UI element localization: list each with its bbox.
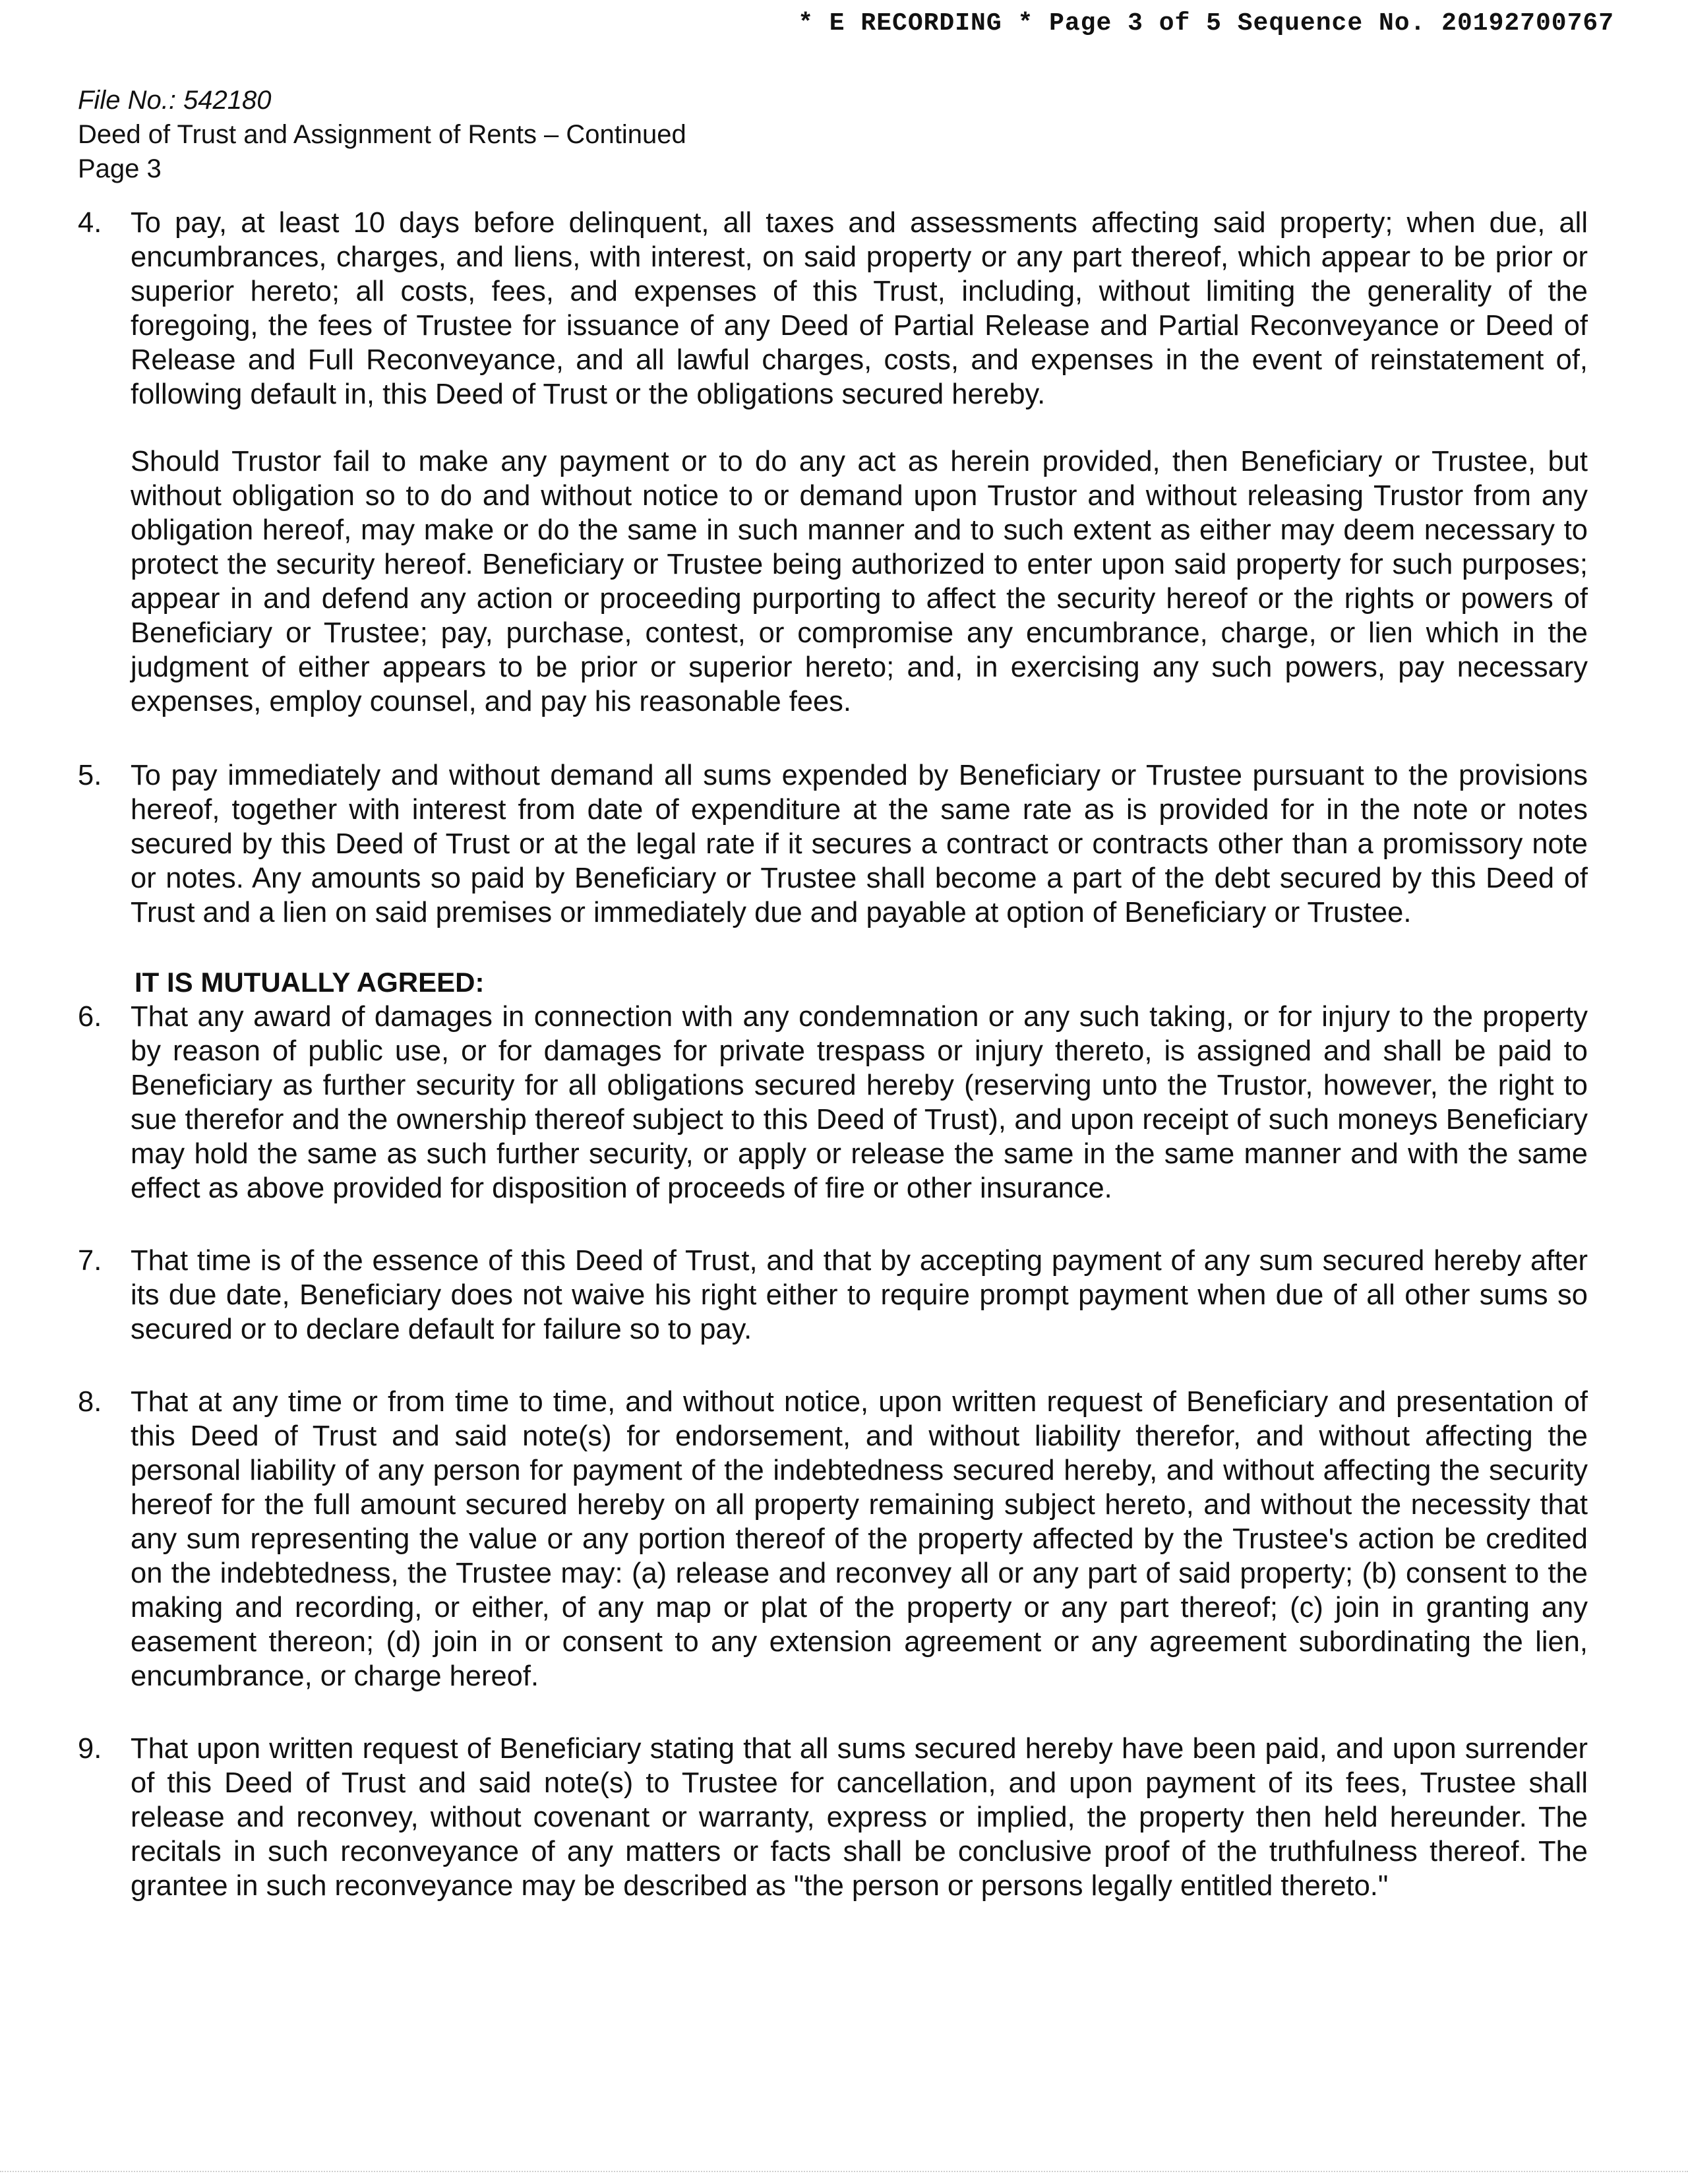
clause-number: 6. — [78, 1001, 102, 1033]
file-number: File No.: 542180 — [78, 86, 272, 115]
document-title: Deed of Trust and Assignment of Rents – Continued — [78, 120, 686, 149]
document-body — [78, 206, 1588, 1903]
clause-4 — [78, 206, 1588, 411]
page-label: Page 3 — [78, 154, 162, 183]
clause-text: That time is of the essence of this Deed of Trust, and that by accepting payment of any sum secured hereby after its due date, Beneficiary does not waive his right either to require prompt payment when due of all other sums so secured or to declare default for failure so to pay. — [131, 1245, 1588, 1345]
clause-number: 7. — [78, 1245, 102, 1277]
clause-5 — [78, 758, 1588, 930]
clause-text: To pay, at least 10 days before delinquent, all taxes and assessments affecting said property; when due, all encumbrances, charges, and liens, with interest, on said property or any part thereof, which appear to be prior or superior hereto; all costs, fees, and expenses of this Trust, including, without limiting the generality of the foregoing, the fees of Trustee for issuance of any Deed of Partial Release and Partial Reconveyance or Deed of Release and Full Reconveyance, and all lawful charges, costs, and expenses in the event of reinstatement of, following default in, this Deed of Trust or the obligations secured hereby. — [131, 207, 1588, 410]
scan-edge-divider — [0, 2171, 1688, 2172]
clause-text: That any award of damages in connection with any condemnation or any such taking, or for injury to the property by reason of public use, or for damages for private trespass or injury thereto, is assigned and shall be paid to Beneficiary as further security for all obligations secured hereby (reserving unto the Trustor, however, the right to sue therefor and the ownership thereof subject to this Deed of Trust), and upon receipt of such moneys Beneficiary may hold the same as such further security, or apply or release the same in the same manner and with the same effect as above provided for disposition of proceeds of fire or other insurance. — [131, 1001, 1588, 1204]
clause-8 — [78, 1385, 1588, 1693]
file-header — [78, 83, 686, 186]
clause-text: That at any time or from time to time, and without notice, upon written request of Beneficiary and presentation of this Deed of Trust and said note(s) for endorsement, and without liability therefor, and without affecting the personal liability of any person for payment of the indebtedness secured hereby, and without affecting the security hereof for the full amount secured hereby on all property remaining subject hereto, and without the necessity that any sum representing the value or any portion thereof of the property affected by the Trustee's action be credited on the indebtedness, the Trustee may: (a) release and reconvey all or any part of said property; (b) consent to the making and recording, or either, of any map or plat of the property or any part thereof; (c) join in granting any easement thereon; (d) join in or consent to any extension agreement or any agreement subordinating the lien, encumbrance, or charge hereof. — [131, 1386, 1588, 1692]
clause-number: 8. — [78, 1386, 102, 1418]
mutually-agreed-heading: IT IS MUTUALLY AGREED: — [135, 967, 485, 998]
recording-header: * E RECORDING * Page 3 of 5 Sequence No. 20192700767 — [798, 9, 1614, 38]
clause-text: To pay immediately and without demand all sums expended by Beneficiary or Trustee pursuant to the provisions hereof, together with interest from date of expenditure at the same rate as is provided for in the note or notes secured by this Deed of Trust or at the legal rate if it secures a contract or contracts other than a promissory note or notes. Any amounts so paid by Beneficiary or Trustee shall become a part of the debt secured by this Deed of Trust and a lien on said premises or immediately due and payable at option of Beneficiary or Trustee. — [131, 760, 1588, 928]
clause-7 — [78, 1244, 1588, 1347]
clause-6 — [78, 1000, 1588, 1205]
clause-number: 9. — [78, 1733, 102, 1765]
clause-text: That upon written request of Beneficiary stating that all sums secured hereby have been paid, and upon surrender of this Deed of Trust and said note(s) to Trustee for cancellation, and upon payment of its fees, Trustee shall release and reconvey, without covenant or warranty, express or implied, the property then held hereunder. The recitals in such reconveyance of any matters or facts shall be conclusive proof of the truthfulness thereof. The grantee in such reconveyance may be described as "the person or persons legally entitled thereto." — [131, 1733, 1588, 1902]
clause-number: 4. — [78, 207, 102, 239]
trustor-failure-paragraph: Should Trustor fail to make any payment or to do any act as herein provided, then Beneficiary or Trustee, but without obligation so to do and without notice to or demand upon Trustor and without releasing Trustor from any obligation hereof, may make or do the same in such manner and to such extent as either may deem necessary to protect the security hereof. Beneficiary or Trustee being authorized to enter upon said property for such purposes; appear in and defend any action or proceeding purporting to affect the security hereof or the rights or powers of Beneficiary or Trustee; pay, purchase, contest, or compromise any encumbrance, charge, or lien which in the judgment of either appears to be prior or superior hereto; and, in exercising any such powers, pay necessary expenses, employ counsel, and pay his reasonable fees. — [131, 446, 1588, 717]
clause-9 — [78, 1732, 1588, 1903]
clause-number: 5. — [78, 760, 102, 791]
